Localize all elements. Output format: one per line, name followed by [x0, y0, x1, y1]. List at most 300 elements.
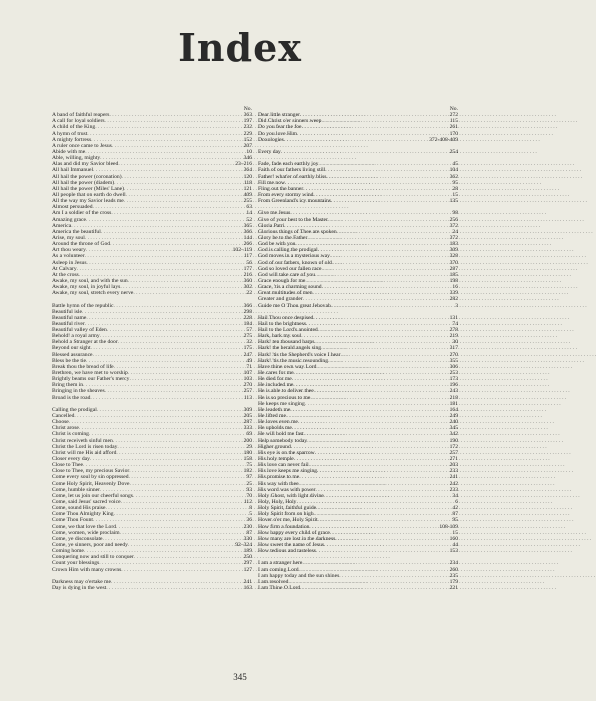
hymn-title: Gloria Patri	[258, 222, 285, 229]
hymn-title: Arise, my soul	[52, 234, 85, 241]
hymn-title: Christ is coming	[52, 431, 89, 438]
hymn-title: Do you fear the foe	[258, 124, 302, 131]
hymn-number: 87	[246, 529, 252, 536]
hymn-number: 127	[243, 566, 252, 573]
hymn-number: 278	[449, 327, 458, 334]
hymn-title: He is able to deliver thee	[258, 388, 314, 395]
hymn-title: Have thine own way Lord	[258, 363, 317, 370]
hymn-number: 75	[246, 462, 252, 469]
hymn-number: 254	[449, 148, 458, 155]
hymn-title: His way with thee	[258, 480, 299, 487]
hymn-number: 272	[449, 112, 458, 119]
hymn-number: 232	[243, 124, 252, 131]
dot-leader	[90, 395, 242, 401]
hymn-number: 70	[246, 492, 252, 499]
hymn-title: At Calvary	[52, 265, 77, 272]
hymn-title: Am I a soldier of the cross	[52, 210, 112, 217]
hymn-title: A band of faithful reapers	[52, 112, 110, 119]
hymn-number: 240	[449, 419, 458, 426]
hymn-number: 317	[449, 345, 458, 352]
hymn-number: 36	[246, 517, 252, 524]
hymn-number: 372-408-409	[429, 136, 458, 143]
hymn-title: He loves even me	[258, 419, 298, 426]
hymn-title: Holy Spirit, faithful guide	[258, 505, 317, 512]
hymn-number: 243	[449, 388, 458, 395]
hymn-number: 309	[243, 406, 252, 413]
hymn-number: 183	[449, 241, 458, 248]
hymn-title: Cancelled	[52, 413, 75, 420]
hymn-title: Calling the prodigal	[52, 406, 97, 413]
hymn-title: Around the throne of God	[52, 241, 111, 248]
hymn-number: 131	[449, 314, 458, 321]
hymn-number: 355	[449, 357, 458, 364]
hymn-number: 112	[243, 499, 252, 505]
hymn-number: 172	[449, 443, 458, 450]
hymn-number: 144	[243, 234, 252, 241]
hymn-title: Brethren, we have met to worship	[52, 370, 128, 377]
hymn-number: 42	[452, 505, 458, 512]
hymn-number: 23–216	[235, 161, 252, 168]
index-column-right	[258, 106, 458, 591]
hymn-title: Behold! a royal army	[52, 333, 100, 340]
hymn-number: 8	[249, 505, 252, 512]
hymn-number: 34	[452, 492, 458, 499]
hymn-title: At the cross	[52, 271, 79, 278]
hymn-number: 270	[243, 382, 252, 389]
hymn-number: 173	[449, 376, 458, 383]
dot-leader	[300, 585, 448, 591]
hymn-title: Christ will me His aid afford	[52, 449, 117, 456]
hymn-number: 102–119	[232, 247, 252, 254]
hymn-number: 365	[243, 222, 252, 229]
hymn-title: Blessed assurance	[52, 351, 93, 358]
hymn-number: 115	[449, 118, 458, 125]
index-entry	[52, 585, 252, 591]
hymn-number: 22	[246, 290, 252, 297]
hymn-number: 221	[449, 584, 458, 591]
hymn-number: 30	[452, 339, 458, 346]
hymn-number: 297	[243, 560, 252, 567]
hymn-title: He leadeth me	[258, 406, 291, 413]
hymn-number: 282	[449, 296, 458, 303]
hymn-number: 97	[246, 474, 252, 481]
hymn-title: All the way my Savior leads me	[52, 198, 124, 205]
hymn-number: 330	[243, 535, 252, 542]
hymn-number: 233	[449, 468, 458, 475]
hymn-number: 298	[243, 308, 252, 315]
hymn-title: Holy Ghost, with light divine	[258, 492, 324, 499]
hymn-number: 103	[243, 376, 252, 383]
hymn-number: 253	[449, 370, 458, 377]
hymn-number: 306	[449, 363, 458, 370]
hymn-title: Hark, hark my soul	[258, 333, 302, 340]
hymn-title: His holy temple	[258, 456, 294, 463]
hymn-title: All hail Immanuel	[52, 167, 94, 174]
hymn-number: 261	[449, 124, 458, 131]
hymn-title: Come, humble sinner	[52, 486, 101, 493]
hymn-number: 185	[449, 271, 458, 278]
hymn-title: Do you love Him	[258, 130, 297, 137]
hymn-title: Come, we that love the Lord	[52, 523, 117, 530]
hymn-title: Closer every day	[52, 456, 90, 463]
hymn-title: Beyond our sight	[52, 345, 91, 352]
hymn-title: All people that on earth do dwell	[52, 191, 126, 198]
hymn-title: All hail the power (diadem)	[52, 179, 115, 186]
hymn-title: Almost persuaded	[52, 204, 93, 211]
hymn-number: 342	[449, 431, 458, 438]
hymn-number: 104	[449, 167, 458, 174]
hymn-number: 345	[449, 425, 458, 432]
hymn-number: 135	[449, 198, 458, 205]
hymn-number: 57	[246, 327, 252, 334]
hymn-number: 107	[243, 370, 252, 377]
hymn-number: 260	[449, 566, 458, 573]
hymn-title: Crown Him with many crowns	[52, 566, 122, 573]
hymn-number: 196	[449, 382, 458, 389]
hymn-title: How sweet the name of Jesus	[258, 541, 325, 548]
hymn-title: From every stormy wind	[258, 191, 314, 198]
dot-leader	[281, 149, 449, 155]
hymn-number: 242	[449, 480, 458, 487]
hymn-title: Beautiful river	[52, 320, 85, 327]
hymn-title: All hail the power (Miles' Lane)	[52, 185, 124, 192]
index-list-right	[258, 112, 458, 591]
hymn-number: 184	[243, 320, 252, 327]
hymn-number: 3	[455, 302, 458, 309]
hymn-number: 10	[246, 148, 252, 155]
hymn-number: 69	[246, 431, 252, 438]
hymn-title: Hark! 'tis the music resounding	[258, 357, 328, 364]
page-title: Index	[178, 25, 302, 70]
hymn-title: Give me Jesus	[258, 210, 291, 217]
hymn-title: Come, said Jesus' sacred voice	[52, 499, 121, 505]
hymn-title: Art thou weary	[52, 247, 86, 254]
hymn-number: 164	[449, 406, 458, 413]
hymn-title: Darkness may o'ertake me	[52, 578, 111, 585]
hymn-title: Greater and grander	[258, 296, 303, 303]
hymn-title: Come, sound His praise	[52, 505, 106, 512]
hymn-number: 270	[449, 351, 458, 358]
index-entry	[258, 303, 458, 309]
hymn-number: 234	[449, 560, 458, 567]
hymn-title: Higher ground	[258, 443, 291, 450]
hymn-number: 366	[243, 228, 252, 235]
hymn-title: Count your blessings	[52, 560, 100, 567]
hymn-number: 255	[243, 198, 252, 205]
hymn-title: Fling out the banner	[258, 185, 304, 192]
hymn-number: 180	[243, 449, 252, 456]
hymn-number: 153	[449, 548, 458, 555]
dot-leader	[316, 548, 449, 554]
hymn-title: His eye is on the sparrow	[258, 449, 315, 456]
hymn-number: 98	[452, 210, 458, 217]
hymn-title: He is so precious to me	[258, 394, 311, 401]
hymn-title: Every day	[258, 148, 281, 155]
dot-leader	[331, 198, 449, 204]
hymn-title: Give of your best to the Master	[258, 216, 328, 223]
hymn-title: He lifted me	[258, 413, 286, 420]
hymn-title: I am Thine O Lord	[258, 584, 301, 591]
hymn-title: Beautiful valley of Eden	[52, 327, 107, 334]
hymn-title: Day is dying in the west	[52, 584, 107, 591]
hymn-number: 163	[243, 584, 252, 591]
hymn-title: Bringing in the sheaves	[52, 388, 105, 395]
hymn-title: I am coming Lord	[258, 566, 299, 573]
hymn-number: 95	[452, 179, 458, 186]
hymn-title: Hark! 'tis the Shepherd's voice I hear	[258, 351, 341, 358]
hymn-title: Conquering now and still to conquer	[52, 554, 134, 561]
hymn-number: 256	[449, 216, 458, 223]
hymn-number: 266	[243, 241, 252, 248]
hymn-number: 372	[449, 222, 458, 229]
hymn-number: 15	[452, 191, 458, 198]
hymn-title: Hark! ten thousand harps	[258, 339, 315, 346]
hymn-number: 52	[246, 216, 252, 223]
hymn-title: A hymn of trust	[52, 130, 88, 137]
hymn-title: Come Thou Fount	[52, 517, 93, 524]
hymn-title: Asleep in Jesus	[52, 259, 87, 266]
hymn-title: His word was with power	[258, 486, 316, 493]
hymn-number: 360	[243, 277, 252, 284]
hymn-title: Amazing grace	[52, 216, 87, 223]
hymn-title: He upholds me	[258, 425, 292, 432]
hymn-title: How many are lost in the darkness	[258, 535, 336, 542]
hymn-number: 218	[449, 394, 458, 401]
hymn-number: 200	[243, 437, 252, 444]
hymn-number: 113	[243, 394, 252, 401]
number-column-header: No.	[243, 106, 252, 112]
hymn-number: 175	[243, 345, 252, 352]
hymn-number: 250	[243, 554, 252, 561]
hymn-title: Hail to the Lord's anointed	[258, 327, 318, 334]
hymn-number: 228	[243, 314, 252, 321]
hymn-title: Grace, 'tis a charming sound	[258, 284, 322, 291]
hymn-title: Come Thou Almighty King	[52, 511, 114, 518]
hymn-number: 366	[243, 302, 252, 309]
hymn-number: 179	[449, 578, 458, 585]
hymn-number: 93	[246, 486, 252, 493]
hymn-title: Awake, my soul, stretch every nerve	[52, 290, 134, 297]
hymn-number: 117	[243, 253, 252, 260]
hymn-title: Holy, Holy, Holy	[258, 499, 297, 505]
hymn-title: Alas and did my Savior bleed	[52, 161, 119, 168]
hymn-title: Coming home	[52, 548, 84, 555]
index-column-left	[52, 106, 252, 591]
hymn-title: I am a stranger here	[258, 560, 303, 567]
hymn-number: 28	[452, 185, 458, 192]
hymn-number: 74	[452, 320, 458, 327]
hymn-title: Help somebody today	[258, 437, 308, 444]
hymn-number: 152	[243, 136, 252, 143]
hymn-title: Bring them in	[52, 382, 84, 389]
hymn-title: Come, ye disconsolate	[52, 535, 103, 542]
hymn-number: 120	[243, 173, 252, 180]
hymn-title: Behold a Stranger at the door	[52, 339, 118, 346]
hymn-number: 205	[243, 413, 252, 420]
hymn-number: 170	[449, 130, 458, 137]
hymn-number: 219	[449, 333, 458, 340]
hymn-title: Faith of our fathers living still	[258, 167, 326, 174]
hymn-title: Beautiful name	[52, 314, 87, 321]
hymn-number: 346	[243, 155, 252, 162]
hymn-number: 56	[246, 259, 252, 266]
hymn-number: 235	[449, 572, 458, 579]
hymn-title: I am resolved	[258, 578, 289, 585]
hymn-number: 287	[243, 419, 252, 426]
hymn-title: A call for loyal soldiers	[52, 118, 105, 125]
hymn-number: 233	[449, 486, 458, 493]
hymn-title: God so loved our fallen race	[258, 265, 322, 272]
hymn-number: 257	[243, 388, 252, 395]
hymn-number: 328	[449, 253, 458, 260]
hymn-title: Bless be the tie	[52, 357, 87, 364]
hymn-number: 249	[449, 413, 458, 420]
hymn-title: Dear little stranger	[258, 112, 300, 119]
hymn-title: Close to Thee, my precious Savior	[52, 468, 130, 475]
hymn-number: 92–324	[235, 541, 252, 548]
hymn-title: Christ the Lord is risen today	[52, 443, 118, 450]
hymn-number: 121	[243, 185, 252, 192]
hymn-title: Come, women, wide proclaim	[52, 529, 120, 536]
hymn-number: 197	[243, 118, 252, 125]
hymn-title: As a volunteer	[52, 253, 85, 260]
hymn-number: 87	[452, 511, 458, 518]
hymn-number: 190	[449, 437, 458, 444]
dot-leader	[106, 585, 242, 591]
hymn-title: Break thou the bread of life	[52, 363, 114, 370]
index-entry	[258, 137, 458, 143]
hymn-title: Hover o'er me, Holy Spirit	[258, 517, 318, 524]
hymn-title: Doxologies	[258, 136, 284, 143]
hymn-title: Able, willing, mighty	[52, 155, 101, 162]
hymn-number: 14	[246, 210, 252, 217]
hymn-title: He will hold me fast	[258, 431, 304, 438]
hymn-title: Battle hymn of the republic	[52, 302, 114, 309]
hymn-title: Christ receiveth sinful men	[52, 437, 113, 444]
hymn-title: Awake, my soul, and with the sun	[52, 277, 128, 284]
hymn-number: 216	[243, 271, 252, 278]
hymn-number: 177	[243, 265, 252, 272]
hymn-number: 339	[449, 290, 458, 297]
hymn-title: He included me	[258, 382, 294, 389]
index-entry	[258, 149, 458, 155]
hymn-number: 370	[449, 259, 458, 266]
hymn-title: America the beautiful	[52, 228, 101, 235]
hymn-number: 6	[455, 499, 458, 505]
hymn-title: He keeps me singing	[258, 400, 305, 407]
hymn-number: 181	[449, 400, 458, 407]
hymn-title: Close to Thee	[52, 462, 83, 469]
hymn-title: A mighty fortress	[52, 136, 92, 143]
hymn-number: 16	[452, 284, 458, 291]
hymn-number: 230	[243, 523, 252, 530]
index-list-left	[52, 112, 252, 591]
index-entry	[52, 395, 252, 401]
index-entry	[258, 548, 458, 554]
hymn-title: Fade, fade each earthly joy	[258, 161, 319, 168]
hymn-number: 118	[243, 179, 252, 186]
hymn-title: Hail to the brightness	[258, 320, 307, 327]
hymn-title: Hail Thou once despised	[258, 314, 314, 321]
hymn-number: 160	[449, 535, 458, 542]
hymn-title: Glorious things of Thee are spoken	[258, 228, 337, 235]
hymn-title: How firm a foundation	[258, 523, 310, 530]
hymn-number: 364	[243, 167, 252, 174]
hymn-number: 32	[246, 339, 252, 346]
hymn-title: Awake, my soul, in joyful lays	[52, 284, 121, 291]
hymn-number: 229	[243, 130, 252, 137]
hymn-number: 198	[449, 277, 458, 284]
hymn-title: Come, let us join our cheerful songs	[52, 492, 133, 499]
hymn-title: From Greenland's icy mountains	[258, 198, 331, 205]
hymn-title: Brightly beams our Father's mercy	[52, 376, 130, 383]
dot-leader	[284, 137, 428, 143]
hymn-title: Fill me now	[258, 179, 286, 186]
hymn-number: 409	[243, 191, 252, 198]
number-column-header: No.	[449, 106, 458, 112]
hymn-title: He died for me	[258, 376, 292, 383]
hymn-number: 49	[246, 357, 252, 364]
hymn-number: 25	[246, 480, 252, 487]
hymn-number: 29	[246, 443, 252, 450]
hymn-title: God of our fathers, known of old	[258, 259, 332, 266]
hymn-number: 257	[449, 449, 458, 456]
hymn-number: 158	[243, 456, 252, 463]
hymn-title: He cares for me	[258, 370, 294, 377]
hymn-title: Choose	[52, 419, 69, 426]
dot-leader	[133, 290, 245, 296]
hymn-title: God will take care of you	[258, 271, 316, 278]
hymn-title: Did Christ o'er sinners weep	[258, 118, 322, 125]
hymn-title: Beautiful isle	[52, 308, 82, 315]
hymn-title: All hail the power (coronation)	[52, 173, 122, 180]
hymn-title: Great multitudes of men	[258, 290, 313, 297]
hymn-number: 363	[243, 112, 252, 119]
index-entry	[258, 585, 458, 591]
hymn-title: His promise to me	[258, 474, 300, 481]
hymn-title: America	[52, 222, 72, 229]
hymn-number: 182	[243, 468, 252, 475]
hymn-title: God is calling the prodigal	[258, 247, 318, 254]
hymn-title: Broad is the road	[52, 394, 91, 401]
hymn-number: 362	[449, 173, 458, 180]
hymn-number: 271	[449, 456, 458, 463]
hymn-number: 203	[449, 462, 458, 469]
hymn-number: 45	[452, 161, 458, 168]
hymn-number: 207	[243, 142, 252, 149]
hymn-number: 302	[243, 284, 252, 291]
hymn-title: Christ arose	[52, 425, 79, 432]
hymn-number: 241	[243, 578, 252, 585]
hymn-number: 63	[246, 204, 252, 211]
hymn-number: 108-109	[439, 523, 458, 530]
hymn-title: God be with you	[258, 241, 296, 248]
hymn-number: 309	[449, 247, 458, 254]
hymn-title: How tedious and tasteless	[258, 548, 316, 555]
hymn-number: 95	[452, 517, 458, 524]
index-entry	[52, 567, 252, 573]
hymn-title: Father! what'er of earthly bliss	[258, 173, 327, 180]
hymn-title: Holy Spirit from on high	[258, 511, 314, 518]
hymn-title: His love can never fail	[258, 462, 309, 469]
hymn-number: 275	[243, 333, 252, 340]
hymn-title: God moves in a mysterious way	[258, 253, 330, 260]
hymn-number: 44	[452, 541, 458, 548]
hymn-title: A child of the King	[52, 124, 96, 131]
hymn-number: 372	[449, 234, 458, 241]
hymn-title: Glory be to the Father	[258, 234, 308, 241]
hymn-title: I am happy today and the sun shines	[258, 572, 340, 579]
